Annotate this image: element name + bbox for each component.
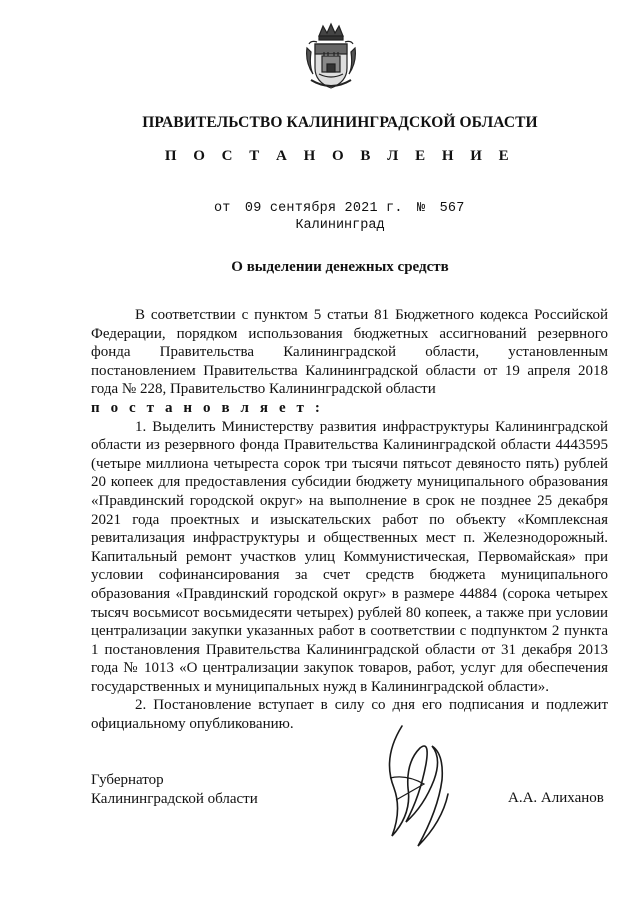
- document-subject: О выделении денежных средств: [231, 259, 449, 275]
- government-title: ПРАВИТЕЛЬСТВО КАЛИНИНГРАДСКОЙ ОБЛАСТИ: [142, 114, 538, 131]
- document-body: [91, 306, 608, 734]
- signatory-title: [91, 771, 258, 808]
- signatory-name: А.А. Алиханов: [508, 790, 604, 806]
- decree-word: п о с т а н о в л я е т :: [91, 399, 324, 416]
- date-prefix: от: [214, 201, 231, 216]
- city: Калининград: [295, 218, 385, 233]
- preamble-paragraph: [91, 306, 608, 418]
- document-date: 09 сентября 2021 г.: [244, 201, 403, 216]
- handwritten-signature: [372, 718, 472, 858]
- signatory-title-line2: Калининградской области: [91, 790, 258, 807]
- date-number-line: [214, 201, 471, 216]
- coat-of-arms-icon: [305, 22, 357, 90]
- signatory-title-line1: Губернатор: [91, 772, 164, 788]
- item-2-paragraph: 2. Постановление вступает в силу со дня его подписания и подлежит официальному опубликованию.: [91, 697, 608, 733]
- preamble-text: В соответствии с пунктом 5 статьи 81 Бюджетного кодекса Российской Федерации, порядком использования бюджетных ассигнований резервного фонда Правительства Калининградской области, установленным постановлением Правительства Калининградской области от 19 апреля 2018 года № 228, Правительство Калининградской области: [91, 307, 608, 398]
- document-type: П О С Т А Н О В Л Е Н И Е: [164, 148, 516, 164]
- item-1-paragraph: 1. Выделить Министерству развития инфраструктуры Калининградской области из резервного фонда Правительства Калининградской области 4443595 (четыре миллиона четыреста сорок три тысячи пятьсот девяносто пять) рублей 20 копеек для предоставления субсидии бюджету муниципального образования «Правдинский городской округ» на выполнение в срок не позднее 25 декабря 2021 года проектных и изыскательских работ по объекту «Комплексная ревитализация инфраструктуры и общественных мест п. Железнодорожный. Капитальный ремонт участков улиц Коммунистическая, Первомайская» при условии софинансирования за счет средств бюджета муниципального образования «Правдинский городской округ» в размере 44884 (сорока четырех тысяч восьмисот восьмидесяти четырех) рублей 80 копеек, а также при условии централизации закупки указанных работ в соответствии с подпунктом 2 пункта 1 постановления Правительства Калининградской области от 31 декабря 2013 года № 1013 «О централизации закупок товаров, работ, услуг для обеспечения государственных и муниципальных нужд в Калининградской области».: [91, 418, 608, 695]
- number-sign: №: [416, 201, 426, 216]
- document-number: 567: [439, 201, 465, 216]
